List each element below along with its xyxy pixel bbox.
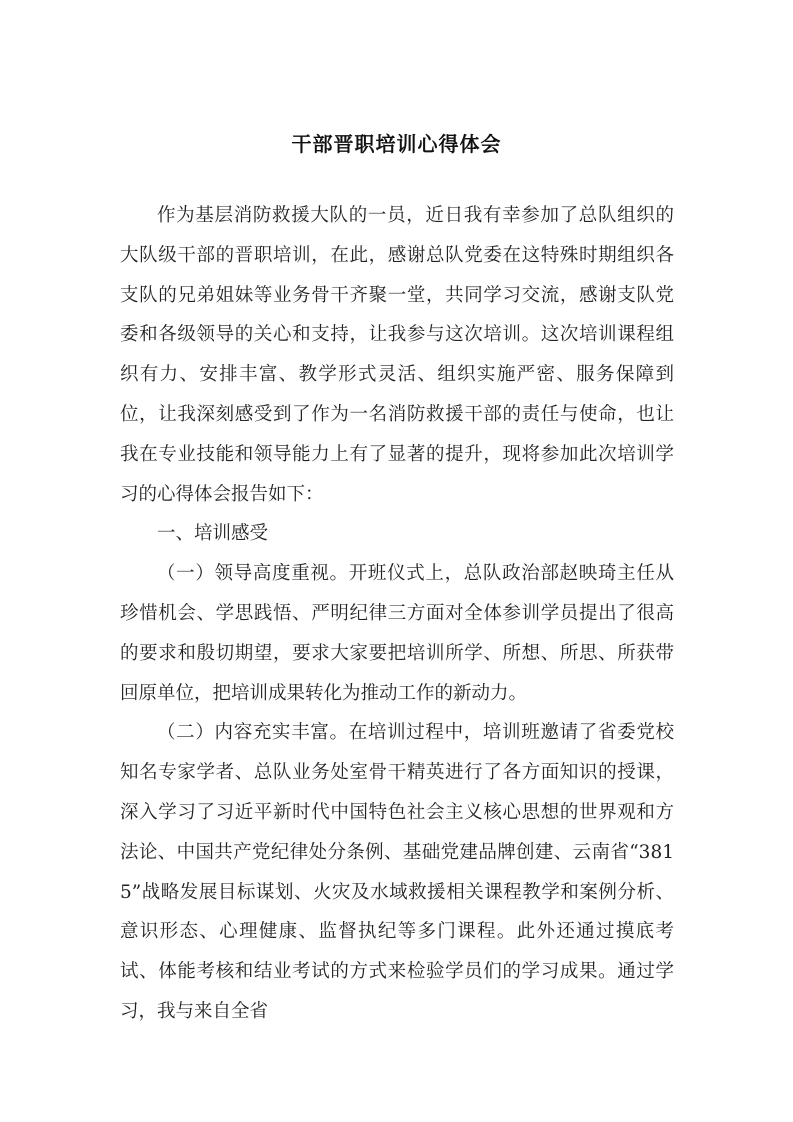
document-title: 干部晋职培训心得体会 xyxy=(291,132,502,156)
document-body xyxy=(120,196,674,1032)
intro-paragraph: 作为基层消防救援大队的一员，近日我有幸参加了总队组织的大队级干部的晋职培训，在此，感谢总队党委在这特殊时期组织各支队的兄弟姐妹等业务骨干齐聚一堂，共同学习交流，感谢支队党委和各级领导的关心和支持，让我参与这次培训。这次培训课程组织有力、安排丰富、教学形式灵活、组织实施严密、服务保障到位，让我深刻感受到了作为一名消防救援干部的责任与使命，也让我在专业技能和领导能力上有了显著的提升，现将参加此次培训学习的心得体会报告如下： xyxy=(120,205,674,505)
point-leadership-paragraph: （一）领导高度重视。开班仪式上，总队政治部赵映琦主任从珍惜机会、学思践悟、严明纪律三方面对全体参训学员提出了很高的要求和殷切期望，要求大家要把培训所学、所想、所思、所获带回原单位，把培训成果转化为推动工作的新动力。 xyxy=(120,563,674,704)
section-heading-training-impressions: 一、培训感受 xyxy=(157,523,269,545)
point-content-paragraph: （二）内容充实丰富。在培训过程中，培训班邀请了省委党校知名专家学者、总队业务处室骨干精英进行了各方面知识的授课，深入学习了习近平新时代中国特色社会主义核心思想的世界观和方法论、中国共产党纪律处分条例、基础党建品牌创建、云南省“3815”战略发展目标谋划、火灾及水域救援相关课程教学和案例分析、意识形态、心理健康、监督执纪等多门课程。此外还通过摸底考试、体能考核和结业考试的方式来检验学员们的学习成果。通过学习，我与来自全省 xyxy=(120,722,674,1022)
